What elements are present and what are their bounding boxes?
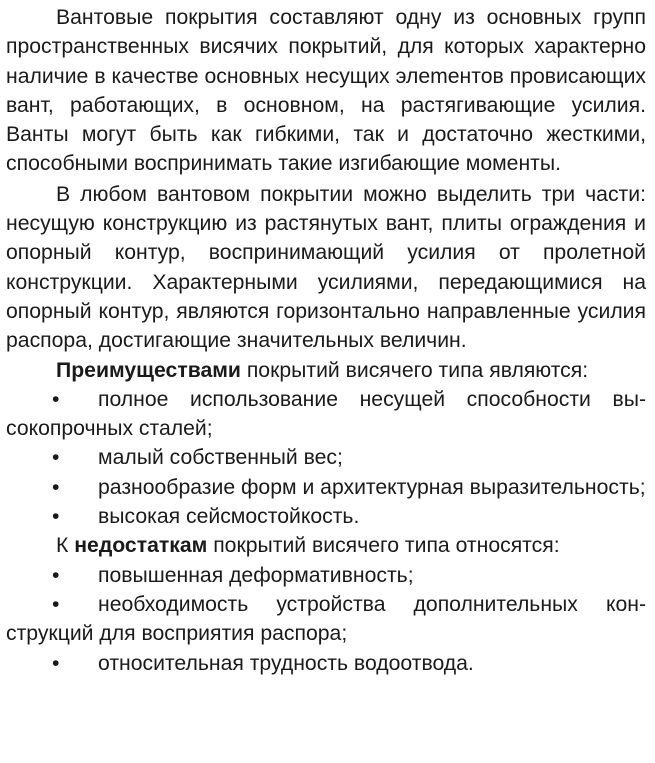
list-item xyxy=(6,502,646,531)
list-item xyxy=(6,561,646,590)
bullet-icon: • xyxy=(52,651,60,675)
list-item xyxy=(6,443,646,472)
advantages-heading-rest: покрытий висячего типа являются: xyxy=(240,358,589,382)
list-item-text: относительная трудность водоотвода. xyxy=(98,651,474,675)
list-item xyxy=(6,473,646,502)
disadvantages-heading-pre: К xyxy=(56,534,75,558)
list-item-text: повышенная деформативность; xyxy=(98,563,414,587)
bullet-icon: • xyxy=(52,505,60,529)
list-item xyxy=(6,590,646,649)
bullet-icon: • xyxy=(52,592,60,616)
paragraph-cable-roofs-intro: Вантовые покрытия составляют одну из основных групп пространственных висячих покрытий, для которых характерно наличие в качестве основных несущих элеmентов провисающих вант, работающих, в основном, на растягивающие усилия. Ванты могут быть как гибкими, так и достаточно жесткими, способными воспринимать такие изгибающие моменты. xyxy=(6,6,646,176)
list-item xyxy=(6,649,646,678)
disadvantages-list xyxy=(6,561,646,678)
bullet-icon: • xyxy=(52,446,60,470)
document-page xyxy=(6,3,646,678)
advantages-bold-term: Преимуществами xyxy=(56,358,241,382)
list-item-text: полное использование несущей способности высокопрочных сталей; xyxy=(6,387,646,441)
paragraph-cable-roof-parts: В любом вантовом покрытии можно выделить три части: несущую конструкцию из растянутых вант, плиты ограждения и опорный контур, воспринимающий усилия от пролетной конструкции. Характерными усилиями, передающимися на опорный контур, являются горизонтально направленные усилия распора, достигающие значительных величин. xyxy=(6,182,646,353)
bullet-icon: • xyxy=(52,475,60,499)
bullet-icon: • xyxy=(52,387,60,411)
disadvantages-heading xyxy=(6,531,646,560)
list-item xyxy=(6,385,646,444)
advantages-heading xyxy=(6,356,646,385)
disadvantages-bold-term: недостаткам xyxy=(74,534,208,558)
list-item-text: необходимость устройства дополнительных конструкций для восприятия распора; xyxy=(6,592,646,646)
bullet-icon: • xyxy=(52,563,60,587)
disadvantages-heading-rest: покрытий висячего типа относятся: xyxy=(207,534,560,558)
list-item-text: разнообразие форм и архитектурная выразительность; xyxy=(98,475,646,499)
list-item-text: высокая сейсмостойкость. xyxy=(98,505,360,529)
advantages-list xyxy=(6,385,646,531)
list-item-text: малый собственный вес; xyxy=(98,446,343,470)
